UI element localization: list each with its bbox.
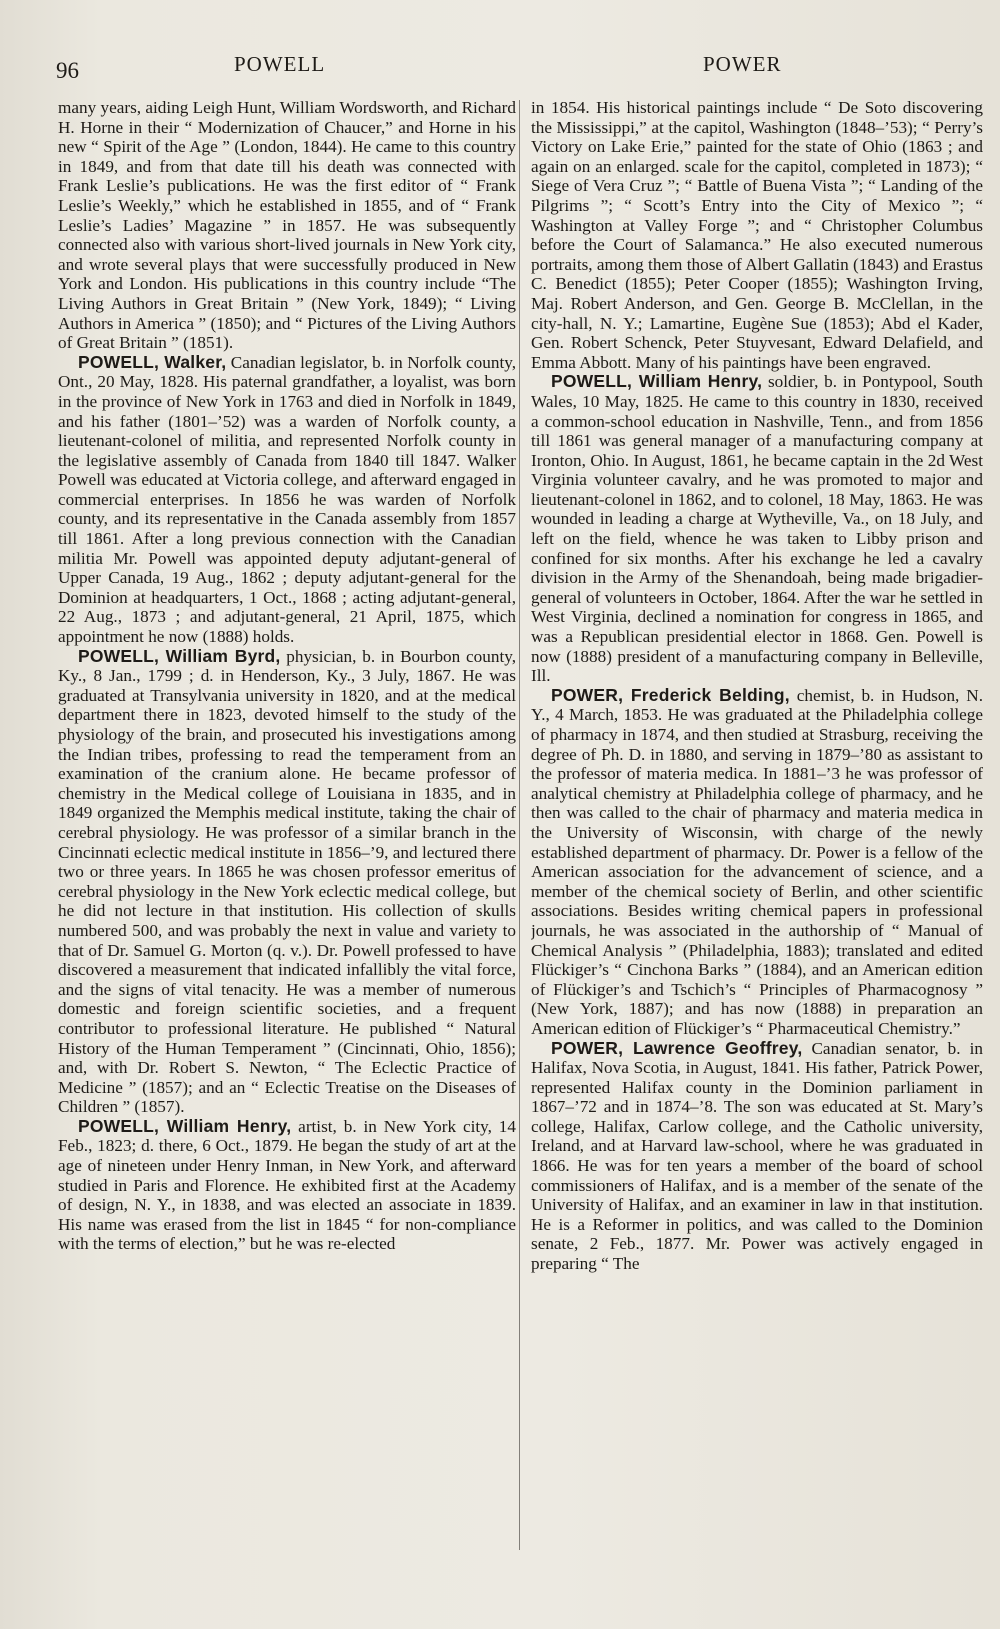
entry-headword: POWER, Frederick Belding, [551,684,790,705]
entry-headword: POWER, Lawrence Geoffrey, [551,1037,803,1058]
entry-text: Canadian senator, b. in Halifax, Nova Scotia, in August, 1841. His father, Patrick Power, represented Halifax county in the Dominion parliament in 1867–’72 and in 1874–’8. The son was educated at St. Mary’s college, Halifax, Carlow college, and the Catholic university, Ireland, and at Harvard law-school, where he was graduated in 1866. He was for ten years a member of the board of school commissioners of Halifax, and is a member of the senate of the University of Halifax, and an examiner in law in that institution. He is a Reformer in politics, and was called to the Dominion senate, 2 Feb., 1877. Mr. Power was actively engaged in preparing “ The [531,1038,983,1274]
entry-power-frederick-belding [531,686,983,1039]
entry-powell-william-henry-soldier [531,372,983,686]
entry-powell-walker [58,353,516,647]
page-header [0,52,1000,82]
entry-text: artist, b. in New York city, 14 Feb., 1823; d. there, 6 Oct., 1879. He began the study of art at the age of nineteen under Henry Inman, in New York, and afterward studied in Paris and Florence. He exhibited first at the Academy of design, N. Y., in 1838, and was elected an associate in 1839. His name was erased from the list in 1845 “ for non-compliance with the terms of election,” but he was re-elected [58,1116,516,1254]
entry-headword: POWELL, William Henry, [78,1115,292,1136]
continuation-paragraph: in 1854. His historical paintings include “ De Soto discovering the Mississippi,” at the capitol, Washington (1848–’53); “ Perry’s Victory on Lake Erie,” painted for the state of Ohio (1863 ; and again on an enlarged. scale for the capitol, completed in 1873); “ Siege of Vera Cruz ”; “ Battle of Buena Vista ”; “ Landing of the Pilgrims ”; “ Scott’s Entry into the City of Mexico ”; “ Washington at Valley Forge ”; and “ Christopher Columbus before the Court of Salamanca.” He also executed numerous portraits, among them those of Albert Gallatin (1843) and Erastus C. Benedict (1855); Peter Cooper (1855); Washington Irving, Maj. Robert Anderson, and Gen. George B. McClellan, in the city-hall, N. Y.; Lamartine, Eugène Sue (1853); Abd el Kader, Gen. Robert Schenck, Peter Stuyvesant, Edward Delafield, and Emma Abbott. Many of his paintings have been engraved. [531,98,983,372]
entry-headword: POWELL, William Henry, [551,371,763,392]
entry-text: Canadian legislator, b. in Norfolk county, Ont., 20 May, 1828. His paternal grandfather, a loyalist, was born in the province of New York in 1763 and died in Norfolk in 1849, and his father (1801–’52) was a warden of Norfolk county, a lieutenant-colonel of militia, and represented Norfolk county in the legislative assembly of Canada from 1840 till 1847. Walker Powell was educated at Victoria college, and afterward engaged in commercial enterprises. In 1856 he was warden of Norfolk county, and its representative in the Canada assembly from 1857 till 1861. After a long previous connection with the Canadian militia Mr. Powell was appointed deputy adjutant-general of Upper Canada, 19 Aug., 1862 ; deputy adjutant-general for the Dominion at headquarters, 1 Oct., 1868 ; acting adjutant-general, 22 Aug., 1873 ; and adjutant-general, 21 April, 1875, which appointment he now (1888) holds. [58,352,516,647]
entry-powell-william-henry-artist [58,1117,516,1254]
left-column [58,98,516,1558]
continuation-paragraph: many years, aiding Leigh Hunt, William Wordsworth, and Richard H. Horne in their “ Modernization of Chaucer,” and Horne in his new “ Spirit of the Age ” (London, 1844). He came to this country in 1849, and from that date till his death was connected with Frank Leslie’s publications. He was the first editor of “ Frank Leslie’s Weekly,” which he established in 1855, and of “ Frank Leslie’s Ladies’ Magazine ” in 1857. He was subsequently connected also with various short-lived journals in New York city, and wrote several plays that were successfully produced in New York and London. His publications in this country include “The Living Authors in Great Britain ” (New York, 1849); “ Living Authors in America ” (1850); and “ Pictures of the Living Authors of Great Britain ” (1851). [58,98,516,353]
right-column [531,98,983,1558]
page-number: 96 [56,58,79,83]
entry-powell-william-byrd [58,647,516,1117]
entry-text: chemist, b. in Hudson, N. Y., 4 March, 1853. He was graduated at the Philadelphia college of pharmacy in 1874, and then studied at Strasburg, receiving the degree of Ph. D. in 1880, and serving in 1879–’80 as assistant to the professor of materia medica. In 1881–’3 he was professor of analytical chemistry at Philadelphia college of pharmacy, and he then was called to the chair of pharmacy and materia medica in the University of Wisconsin, with charge of the newly established department of pharmacy. Dr. Power is a fellow of the American association for the advancement of science, and a member of the chemical society of Berlin, and other scientific associations. Besides writing chemical papers in professional journals, he was associated in the authorship of “ Manual of Chemical Analysis ” (Philadelphia, 1883); translated and edited Flückiger’s “ Cinchona Barks ” (1884), and an American edition of Flückiger’s and Tschich’s “ Principles of Pharmacognosy ” (New York, 1887); and has now (1888) in preparation an American edition of Flückiger’s “ Pharmaceutical Chemistry.” [531,685,983,1038]
entry-text: physician, b. in Bourbon county, Ky., 8 Jan., 1799 ; d. in Henderson, Ky., 3 July, 1867. He was graduated at Transylvania university in 1820, and at the medical department there in 1823, devoted himself to the study of the physiology of the brain, and prosecuted his investigations among the Indian tribes, professing to read the temperament from an examination of the cranium alone. He became professor of chemistry in the Medical college of Louisiana in 1835, and in 1849 organized the Memphis medical institute, taking the chair of cerebral physiology. He was professor of a similar branch in the Cincinnati eclectic medical institute in 1856–’9, and lectured there two or three years. In 1865 he was chosen professor emeritus of cerebral physiology in the New York eclectic medical college, but he did not lecture in that institution. His collection of skulls numbered 500, and was probably the next in value and variety to that of Dr. Samuel G. Morton (q. v.). Dr. Powell professed to have discovered a measurement that indicated infallibly the vital force, and the signs of vital tenacity. He was a member of numerous domestic and foreign scientific societies, and a frequent contributor to professional literature. He published “ Natural History of the Human Temperament ” (Cincinnati, Ohio, 1856); and, with Dr. Robert S. Newton, “ The Eclectic Practice of Medicine ” (1857); and an “ Eclectic Treatise on the Diseases of Children ” (1857). [58,646,516,1117]
column-divider [519,100,520,1550]
entry-headword: POWELL, Walker, [78,351,227,372]
entry-power-lawrence-geoffrey [531,1039,983,1274]
running-head-right: POWER [703,52,782,76]
entry-text: soldier, b. in Pontypool, South Wales, 10 May, 1825. He came to this country in 1830, received a common-school education in Nashville, Tenn., and from 1856 till 1861 was general manager of a manufacturing company at Ironton, Ohio. In August, 1861, he became captain in the 2d West Virginia volunteer cavalry, and he was promoted to major and lieutenant-colonel in 1862, and to colonel, 18 May, 1863. He was wounded in leading a charge at Wytheville, Va., on 18 July, and left on the field, whence he was taken to Libby prison and confined for six months. After his exchange he led a cavalry division in the Army of the Shenandoah, being made brigadier-general of volunteers in October, 1864. After the war he settled in West Virginia, declined a nomination for congress in 1865, and was a Republican presidential elector in 1868. Gen. Powell is now (1888) president of a manufacturing company in Belleville, Ill. [531,372,983,686]
entry-headword: POWELL, William Byrd, [78,645,281,666]
running-head-left: POWELL [234,52,326,76]
